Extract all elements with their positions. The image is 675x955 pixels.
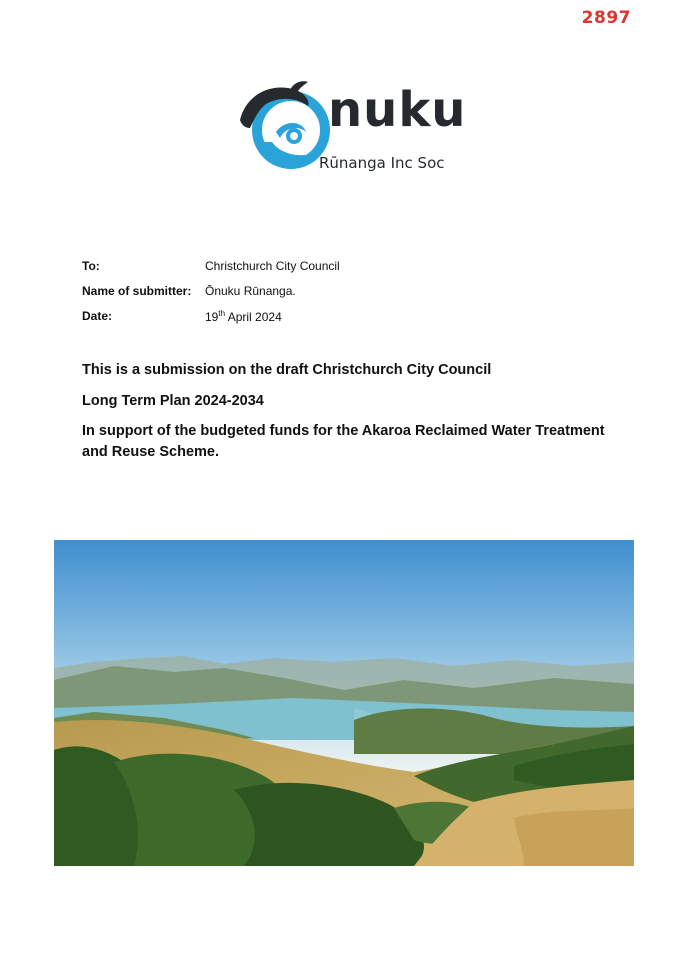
submitter-label: Name of submitter: — [82, 284, 192, 298]
date-day: 19 — [205, 310, 219, 324]
date-value — [205, 309, 282, 324]
page-number: 2897 — [581, 8, 631, 28]
harbour-landscape-image — [54, 540, 634, 866]
date-label: Date: — [82, 309, 113, 323]
logo-wordmark: nuku — [328, 82, 467, 138]
submitter-value: Ōnuku Rūnanga. — [205, 284, 296, 298]
support-statement: In support of the budgeted funds for the Akaroa Reclaimed Water Treatment and Reuse Scheme. — [82, 423, 605, 460]
date-rest: April 2024 — [225, 310, 282, 324]
to-label: To: — [82, 259, 100, 273]
to-value: Christchurch City Council — [205, 259, 340, 273]
plan-title: Long Term Plan 2024-2034 — [82, 393, 264, 409]
onuku-logo — [236, 80, 467, 176]
landscape-photo — [54, 540, 634, 866]
logo-subtitle: Rūnanga Inc Soc — [319, 154, 445, 172]
submission-heading: This is a submission on the draft Christchurch City Council — [82, 362, 492, 378]
date-suffix: th — [218, 309, 226, 318]
